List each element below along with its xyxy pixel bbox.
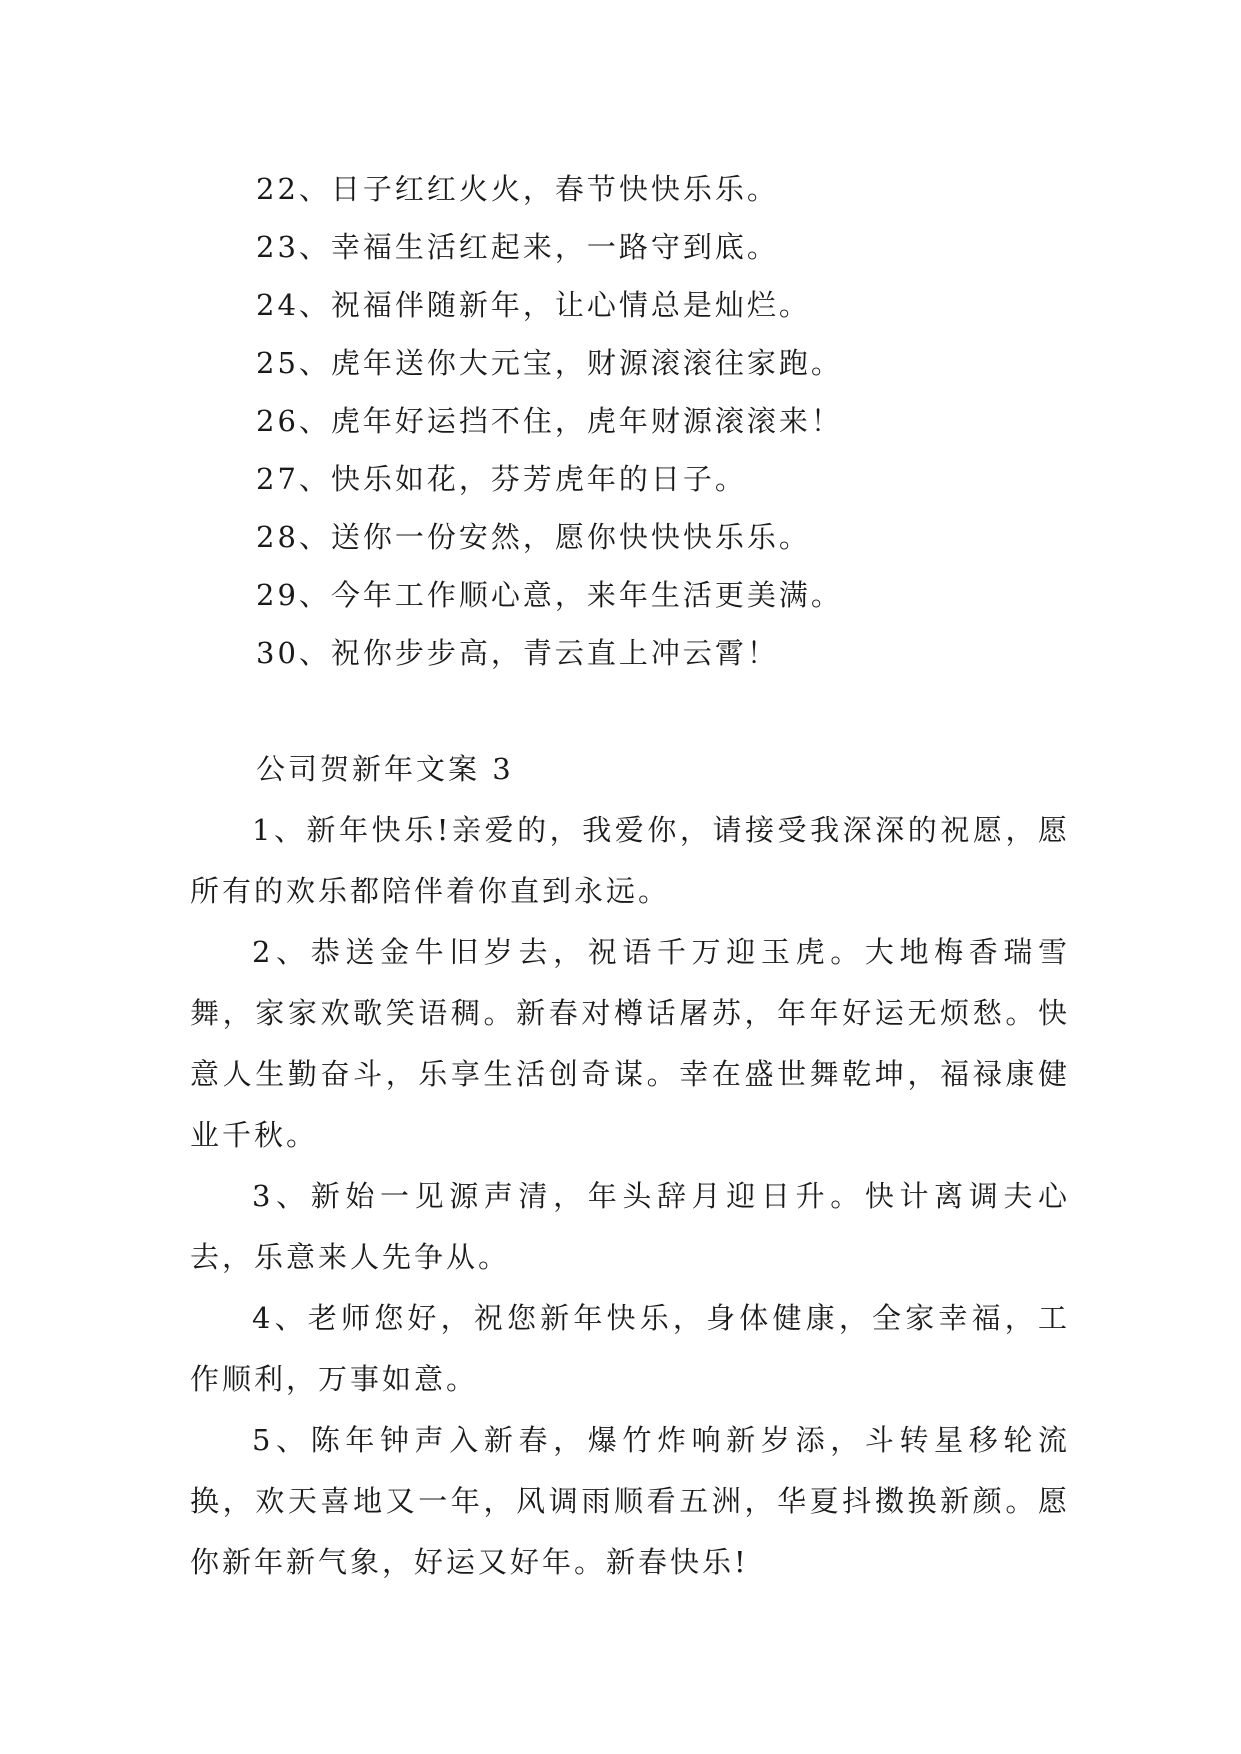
list-item: 26、虎年好运挡不住，虎年财源滚滚来！: [256, 404, 843, 438]
list-item: 24、祝福伴随新年，让心情总是灿烂。: [256, 288, 811, 322]
list-item: 25、虎年送你大元宝，财源滚滚往家跑。: [256, 346, 843, 380]
paragraph: 3、新始一见源声清，年头辞月迎日升。快计离调夫心去，乐意来人先争从。: [190, 1179, 1070, 1274]
paragraph: 1、新年快乐!亲爱的，我爱你，请接受我深深的祝愿，愿所有的欢乐都陪伴着你直到永远。: [190, 813, 1070, 908]
paragraph: 4、老师您好，祝您新年快乐，身体健康，全家幸福，工作顺利，万事如意。: [190, 1301, 1070, 1396]
section-title: 公司贺新年文案 3: [256, 752, 514, 786]
list-item: 22、日子红红火火，春节快快乐乐。: [256, 172, 779, 206]
list-item: 23、幸福生活红起来，一路守到底。: [256, 230, 779, 264]
paragraph: 5、陈年钟声入新春，爆竹炸响新岁添，斗转星移轮流换，欢天喜地又一年，风调雨顺看五洲，华夏抖擞换新颜。愿你新年新气象，好运又好年。新春快乐!: [190, 1423, 1070, 1579]
list-item: 30、祝你步步高，青云直上冲云霄！: [256, 636, 779, 670]
paragraph: 2、恭送金牛旧岁去，祝语千万迎玉虎。大地梅香瑞雪舞，家家欢歌笑语稠。新春对樽话屠苏，年年好运无烦愁。快意人生勤奋斗，乐享生活创奇谋。幸在盛世舞乾坤，福禄康健业千秋。: [190, 935, 1070, 1152]
list-item: 28、送你一份安然，愿你快快快乐乐。: [256, 520, 811, 554]
list-item: 27、快乐如花，芬芳虎年的日子。: [256, 462, 747, 496]
greeting-paragraphs: [190, 800, 1070, 1593]
greeting-list: [256, 160, 843, 682]
list-item: 29、今年工作顺心意，来年生活更美满。: [256, 578, 843, 612]
